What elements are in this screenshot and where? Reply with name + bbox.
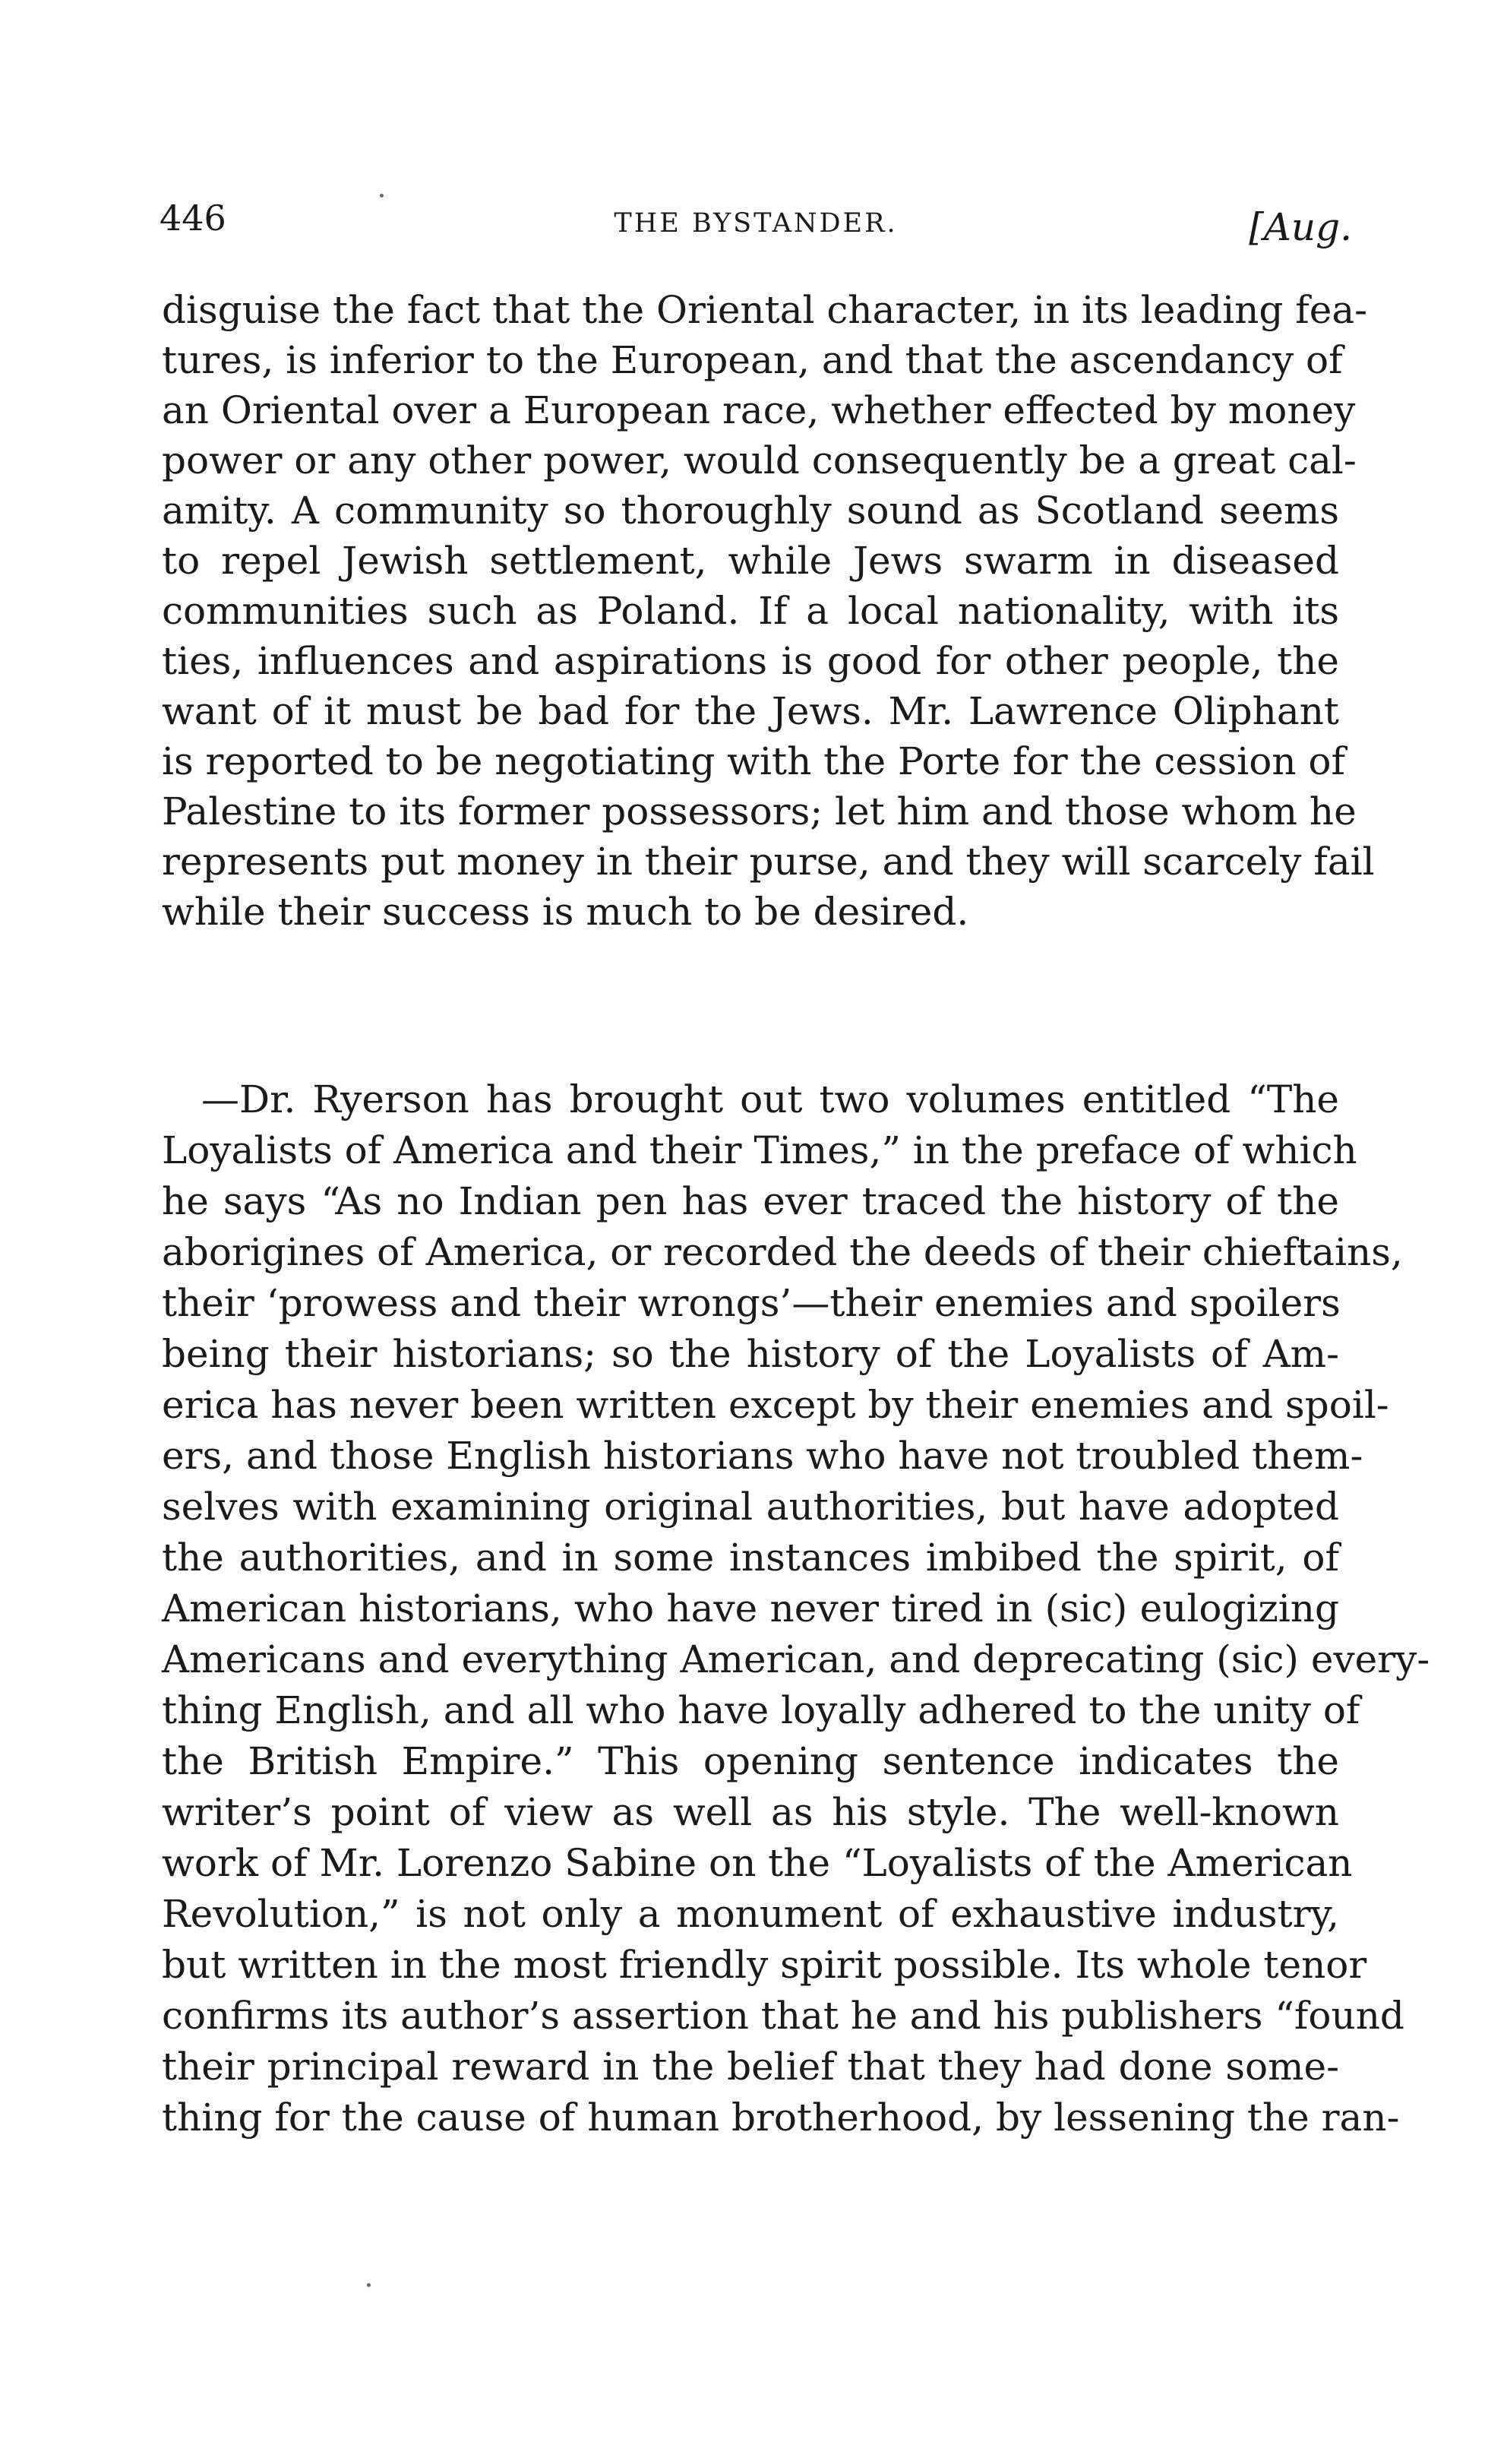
text-line: while their success is much to be desired. xyxy=(162,890,969,934)
running-title: THE BYSTANDER. xyxy=(614,208,898,239)
text-line: —Dr. Ryerson has brought out two volumes entitled “The xyxy=(201,1077,1339,1121)
scan-speck xyxy=(380,194,384,198)
text-line: an Oriental over a European race, whether effected by money xyxy=(162,388,1356,432)
text-line: writer’s point of view as well as his style. The well-known xyxy=(162,1790,1339,1834)
month-label: [Aug. xyxy=(1249,205,1352,249)
text-line: want of it must be bad for the Jews. Mr. Lawrence Oliphant xyxy=(162,689,1339,733)
text-line: American historians, who have never tired in (sic) eulogizing xyxy=(162,1586,1339,1631)
text-line: thing English, and all who have loyally adhered to the unity of xyxy=(162,1688,1360,1732)
text-line: Palestine to its former possessors; let him and those whom he xyxy=(162,789,1357,833)
scan-speck xyxy=(367,2283,371,2287)
text-line: Revolution,” is not only a monument of exhaustive industry, xyxy=(162,1892,1339,1936)
page-header xyxy=(160,190,1352,258)
text-line: he says “As no Indian pen has ever traced the history of the xyxy=(162,1179,1339,1223)
text-line: power or any other power, would consequently be a great cal- xyxy=(162,438,1357,482)
text-line: is reported to be negotiating with the Porte for the cession of xyxy=(162,739,1346,783)
text-line: erica has never been written except by their enemies and spoil- xyxy=(162,1383,1389,1427)
text-line: their principal reward in the belief that they had done some- xyxy=(162,2045,1339,2089)
text-line: ers, and those English historians who have not troubled them- xyxy=(162,1434,1363,1478)
text-line: aborigines of America, or recorded the deeds of their chieftains, xyxy=(162,1230,1403,1274)
text-line: ties, influences and aspirations is good for other people, the xyxy=(162,639,1339,683)
text-line: their ‘prowess and their wrongs’—their enemies and spoilers xyxy=(162,1281,1341,1325)
page-number: 446 xyxy=(160,198,226,239)
text-line: but written in the most friendly spirit possible. Its whole tenor xyxy=(162,1943,1367,1987)
text-line: work of Mr. Lorenzo Sabine on the “Loyalists of the American xyxy=(162,1841,1353,1885)
text-line: amity. A community so thoroughly sound as Scotland seems xyxy=(162,489,1339,533)
text-line: Americans and everything American, and deprecating (sic) every- xyxy=(162,1637,1430,1681)
text-line: communities such as Poland. If a local nationality, with its xyxy=(162,589,1339,633)
text-line: disguise the fact that the Oriental character, in its leading fea- xyxy=(162,288,1368,332)
text-line: Loyalists of America and their Times,” in the preface of which xyxy=(162,1128,1357,1172)
text-line: tures, is inferior to the European, and that the ascendancy of xyxy=(162,338,1343,382)
text-line: to repel Jewish settlement, while Jews swarm in diseased xyxy=(162,539,1339,583)
text-line: thing for the cause of human brotherhood, by lessening the ran- xyxy=(162,2096,1400,2140)
text-line: being their historians; so the history of the Loyalists of Am- xyxy=(162,1332,1339,1376)
text-line: the authorities, and in some instances imbibed the spirit, of xyxy=(162,1536,1339,1580)
text-line: represents put money in their purse, and they will scarcely fail xyxy=(162,840,1375,884)
text-line: selves with examining original authorities, but have adopted xyxy=(162,1485,1339,1529)
text-line: the British Empire.” This opening sentence indicates the xyxy=(162,1739,1339,1783)
text-line: confirms its author’s assertion that he and his publishers “found xyxy=(162,1994,1404,2038)
